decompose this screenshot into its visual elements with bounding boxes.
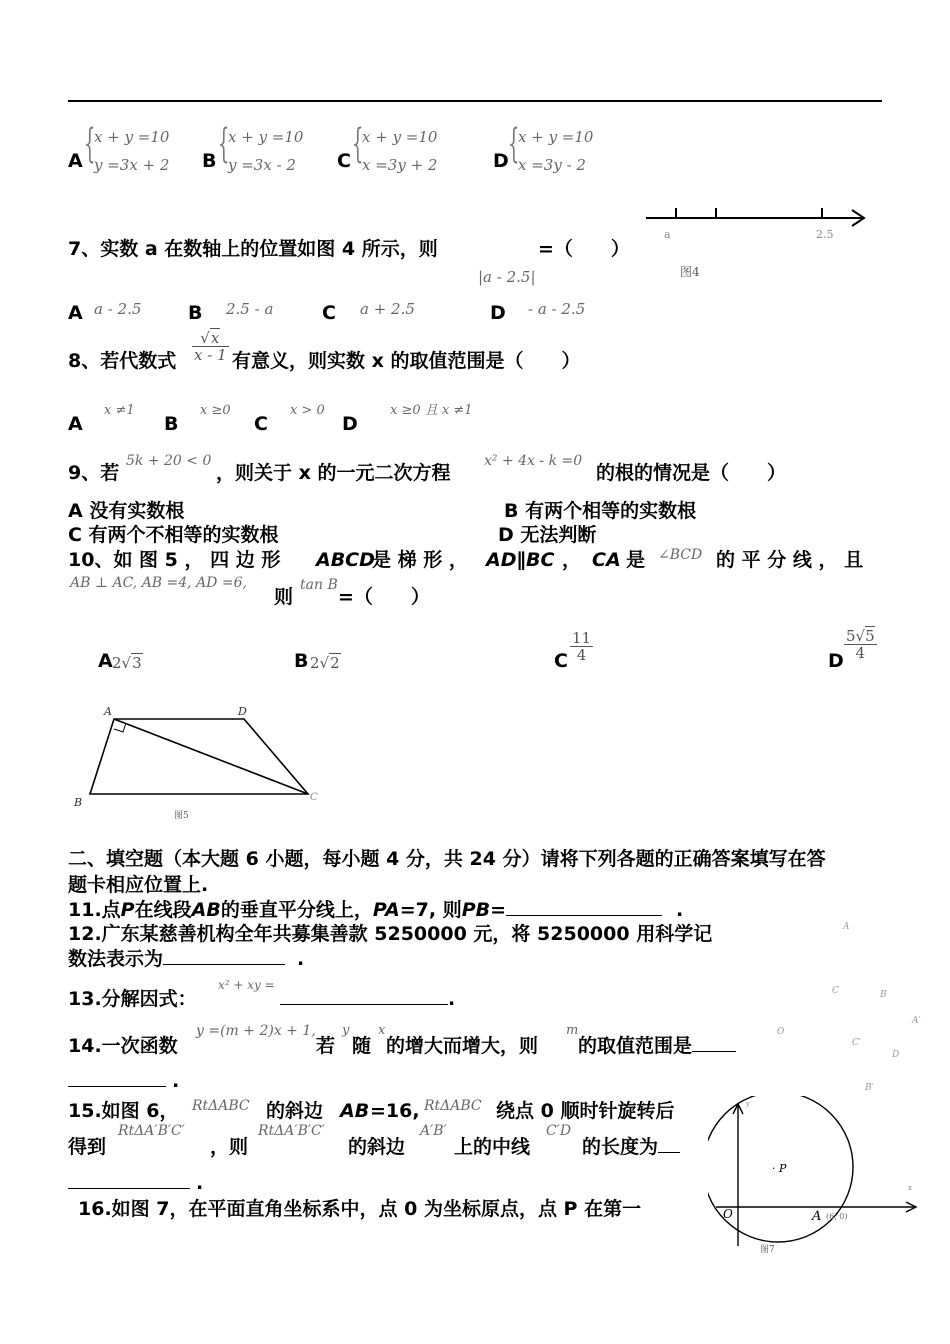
q10-option-d-num-rad: 5 xyxy=(865,627,875,645)
q8-frac-den: x - 1 xyxy=(194,346,227,364)
q12-line1: 12.广东某慈善机构全年共募集善款 5250000 元，将 5250000 用科学记 xyxy=(68,923,713,945)
q14-answer-blank-2[interactable] xyxy=(68,1070,166,1087)
q10-ca: CA xyxy=(592,549,621,571)
q11-p: P xyxy=(120,899,135,921)
q10-option-c-den: 4 xyxy=(576,646,587,664)
q11-c: 的垂直平分线上， xyxy=(220,899,373,921)
q10-option-d: $\frac{5√5}{4}$ xyxy=(846,627,875,662)
number-line-label-2-5: 2.5 xyxy=(816,228,834,241)
q10-option-a-coef: 2 xyxy=(112,654,122,672)
fig7-axis-y: y xyxy=(746,1100,750,1108)
q11-b: 在线段 xyxy=(134,899,192,921)
fig7-point-a-coord: (6, 0) xyxy=(826,1212,848,1221)
number-line-label-a: a xyxy=(664,228,671,241)
q10-option-d-letter: D xyxy=(828,650,844,672)
q15-f: 的斜边 xyxy=(348,1136,406,1158)
q6-option-d-letter: D xyxy=(493,150,509,172)
q9-option-b: B 有两个相等的实数根 xyxy=(504,500,697,522)
number-line-figure xyxy=(640,196,880,286)
q14-d: 的增大而增大，则 xyxy=(386,1035,539,1057)
q14-b: 若 xyxy=(316,1035,336,1057)
q6-option-c-eq1: x + y =10 xyxy=(362,128,438,146)
fig5-label: 图5 xyxy=(174,811,189,821)
q12-end: . xyxy=(297,948,305,970)
q8-option-a: x ≠1 xyxy=(104,403,135,418)
q14-line2 xyxy=(68,1070,179,1092)
q8-option-a-letter: A xyxy=(68,413,83,435)
q7-text: 7、实数 a 在数轴上的位置如图 4 所示，则 xyxy=(68,238,438,260)
q10-option-d-den: 4 xyxy=(855,644,866,662)
q9-option-d: D 无法判断 xyxy=(498,524,597,546)
q10-tail: =（ ） xyxy=(338,586,430,608)
q15-ab: AB xyxy=(340,1100,370,1122)
q12-line2-text: 数法表示为 xyxy=(68,948,164,970)
q11-pb: PB xyxy=(461,899,491,921)
q13-answer xyxy=(280,988,455,1010)
q6-option-c-eq2: x =3y + 2 xyxy=(362,156,438,174)
q10-line1-c: ， xyxy=(562,549,582,571)
q6-option-b-eq2: y =3x - 2 xyxy=(228,156,296,174)
q10-abcd: ABCD xyxy=(316,549,375,571)
q10-option-a: 2√3 xyxy=(112,654,142,672)
q15-b: 的斜边 xyxy=(266,1100,324,1122)
q10-option-d-num-coef: 5 xyxy=(846,627,856,645)
fig6-label-a-prime: A′ xyxy=(912,1016,921,1026)
coordinate-circle-figure xyxy=(708,1096,928,1256)
q10-option-b-rad: 2 xyxy=(330,654,340,672)
q15-d: 绕点 0 顺时针旋转后 xyxy=(496,1100,675,1122)
q15-g: 上的中线 xyxy=(454,1136,531,1158)
fig5-point-b: B xyxy=(74,796,83,809)
q15-c: =16, xyxy=(370,1100,420,1122)
q6-option-b-letter: B xyxy=(202,150,217,172)
fig7-axis-x: x xyxy=(908,1184,912,1192)
q14-fn: y =(m + 2)x + 1, xyxy=(196,1023,316,1039)
q10-condition: AB ⊥ AC, AB =4, AD =6, xyxy=(70,575,247,591)
q14-end: . xyxy=(172,1070,180,1092)
fig6-label-a: A xyxy=(843,922,850,932)
q15-answer-blank-2[interactable] xyxy=(68,1172,190,1189)
q8-option-b: x ≥0 xyxy=(200,403,231,418)
fig6-label-c: C xyxy=(832,986,839,996)
fig4-label: 图4 xyxy=(680,265,700,279)
q6-option-b-eq1: x + y =10 xyxy=(228,128,304,146)
q15-e: ，则 xyxy=(210,1136,249,1158)
q6-option-a-eq1: x + y =10 xyxy=(94,128,170,146)
q9-cond: 5k + 20 < 0 xyxy=(126,453,212,469)
fig7-point-a: A xyxy=(812,1209,822,1224)
fig6-label-b-prime: B′ xyxy=(865,1083,874,1093)
fig7-label: 图7 xyxy=(760,1245,775,1255)
q7-option-b-letter: B xyxy=(188,302,203,324)
q13-expr: x² + xy = xyxy=(218,978,275,992)
q10-line1-e: 的 平 分 线 ， 且 xyxy=(716,549,864,571)
q11-ab: AB xyxy=(191,899,221,921)
q13-answer-blank[interactable] xyxy=(280,988,448,1005)
q10-option-c xyxy=(570,630,593,663)
brace-icon: { xyxy=(84,121,96,167)
q11 xyxy=(68,899,683,921)
q6-option-d-eq2: x =3y - 2 xyxy=(518,156,586,174)
q7-option-a: a - 2.5 xyxy=(94,300,142,318)
q15-line2-a: 得到 xyxy=(68,1136,107,1158)
header-rule xyxy=(68,100,882,102)
q13-end: . xyxy=(448,988,456,1010)
q15-line3 xyxy=(68,1172,203,1194)
fig6-label-d: D xyxy=(892,1050,900,1060)
q8-pre: 8、若代数式 xyxy=(68,350,177,372)
fig6-label-c-prime: C′ xyxy=(852,1038,861,1048)
q11-answer-blank[interactable] xyxy=(506,899,662,916)
q7-expr: |a - 2.5| xyxy=(478,268,536,286)
q15-rt2: RtΔABC xyxy=(424,1098,482,1114)
q14-e-text: 的取值范围是 xyxy=(578,1035,693,1057)
q8-option-c-letter: C xyxy=(254,413,268,435)
q7-option-d: - a - 2.5 xyxy=(528,300,586,318)
q15-end: . xyxy=(196,1172,204,1194)
fig7-origin: O xyxy=(723,1207,733,1221)
q7-option-a-letter: A xyxy=(68,302,83,324)
q14-m: m xyxy=(566,1023,579,1038)
q15-rt3: RtΔA′B′C′ xyxy=(118,1123,185,1139)
q10-option-c-letter: C xyxy=(554,650,568,672)
q11-pa: PA xyxy=(372,899,400,921)
q8-option-b-letter: B xyxy=(164,413,179,435)
q10-option-a-letter: A xyxy=(98,650,113,672)
q14-a: 14.一次函数 xyxy=(68,1035,178,1057)
q7-tail: =（ ） xyxy=(538,238,630,260)
q6-option-d-eq1: x + y =10 xyxy=(518,128,594,146)
q8-fraction: $\frac{√x}{x - 1}$ xyxy=(194,329,227,364)
fig6-label-b: B xyxy=(880,990,887,1000)
q9-mid: ，则关于 x 的一元二次方程 xyxy=(216,462,451,484)
q14-e xyxy=(578,1035,736,1057)
q15-a: 15.如图 6， xyxy=(68,1100,179,1122)
fig6-label-o: O xyxy=(777,1027,785,1037)
section2-title-line2: 题卡相应位置上. xyxy=(68,874,209,896)
q15-apbp: A′B′ xyxy=(420,1123,447,1139)
q8-option-d: x ≥0 且 x ≠1 xyxy=(390,403,473,418)
q13-text: 13.分解因式： xyxy=(68,988,197,1010)
q10-option-a-rad: 3 xyxy=(132,654,142,672)
q6-option-c-letter: C xyxy=(337,150,351,172)
q11-a: 11.点 xyxy=(68,899,121,921)
q11-d: =7, 则 xyxy=(399,899,462,921)
q15-rt1: RtΔABC xyxy=(192,1098,250,1114)
q10-option-b-letter: B xyxy=(294,650,309,672)
q10-line1-d: 是 xyxy=(626,549,646,571)
q8-frac-num: x xyxy=(210,329,220,347)
q7-option-d-letter: D xyxy=(490,302,506,324)
q10-then: 则 xyxy=(274,586,294,608)
q9-eq: x² + 4x - k =0 xyxy=(484,453,583,469)
q8-option-c: x > 0 xyxy=(290,403,325,418)
q10-line1-a: 10、如 图 5 ， 四 边 形 xyxy=(68,549,281,571)
q12-answer-blank[interactable] xyxy=(163,948,285,965)
q10-angle: ∠BCD xyxy=(658,547,703,563)
q14-y: y xyxy=(342,1023,350,1038)
q7-option-b: 2.5 - a xyxy=(226,300,274,318)
q6-option-a-eq2: y =3x + 2 xyxy=(94,156,170,174)
q15-rt4: RtΔA′B′C′ xyxy=(258,1123,325,1139)
q9-option-c: C 有两个不相等的实数根 xyxy=(68,524,279,546)
q10-line1-b: 是 梯 形 ， xyxy=(372,549,468,571)
q6-option-a-letter: A xyxy=(68,150,83,172)
fig7-point-p: · P xyxy=(772,1162,787,1175)
q15-h xyxy=(582,1136,680,1158)
q8-option-d-letter: D xyxy=(342,413,358,435)
q11-end: . xyxy=(676,899,684,921)
q10-option-b-coef: 2 xyxy=(310,654,320,672)
q10-tanb: tan B xyxy=(300,577,338,593)
q12-line2 xyxy=(68,948,304,970)
fig5-point-d: D xyxy=(238,705,247,718)
q10-parallel: AD∥BC xyxy=(486,549,555,571)
brace-icon: { xyxy=(508,121,520,167)
q16-text: 16.如图 7，在平面直角坐标系中，点 0 为坐标原点，点 P 在第一 xyxy=(78,1198,642,1220)
q15-answer-blank-1[interactable] xyxy=(658,1136,680,1153)
q14-answer-blank-1[interactable] xyxy=(692,1035,736,1052)
section2-title-line1: 二、填空题（本大题 6 小题，每小题 4 分，共 24 分）请将下列各题的正确答案填写在答 xyxy=(68,848,826,870)
q15-h-text: 的长度为 xyxy=(582,1136,659,1158)
q10-option-b: 2√2 xyxy=(310,654,340,672)
q7-option-c: a + 2.5 xyxy=(360,300,415,318)
q9-pre: 9、若 xyxy=(68,462,120,484)
q7-option-c-letter: C xyxy=(322,302,336,324)
q14-c: 随 xyxy=(352,1035,372,1057)
brace-icon: { xyxy=(352,121,364,167)
q15-cpd: C′D xyxy=(546,1123,572,1139)
q14-x: x xyxy=(378,1023,386,1038)
q9-option-a: A 没有实数根 xyxy=(68,500,185,522)
trapezoid-figure xyxy=(64,700,334,828)
q10-option-c-num: 11 xyxy=(572,629,592,647)
brace-icon: { xyxy=(218,121,230,167)
fig5-point-c: C xyxy=(310,792,318,803)
q8-post: 有意义，则实数 x 的取值范围是（ ） xyxy=(232,350,581,372)
q11-e: = xyxy=(490,899,507,921)
fig5-point-a: A xyxy=(104,705,112,718)
q9-post: 的根的情况是（ ） xyxy=(596,462,787,484)
